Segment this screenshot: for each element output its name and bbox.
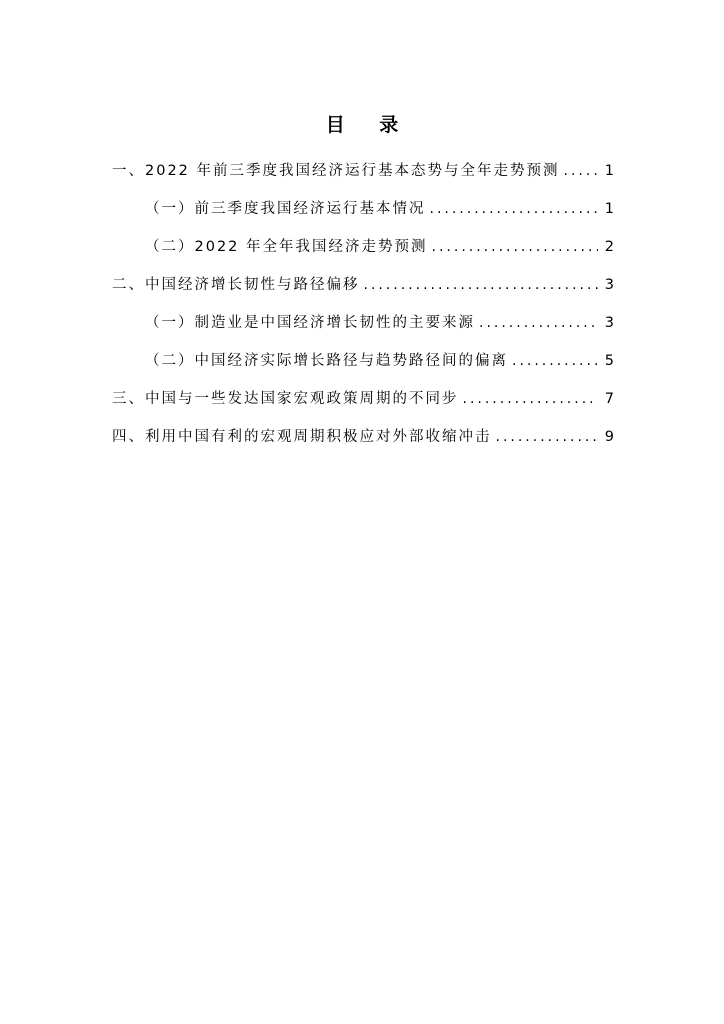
toc-entry[interactable]: [112, 184, 614, 222]
toc-entry-title: （一）前三季度我国经济运行基本情况: [145, 201, 426, 217]
toc-leader-dots: [463, 389, 599, 412]
toc-leader-dots: [364, 275, 599, 298]
toc-entry[interactable]: [112, 146, 614, 184]
toc-entry-title: （一）制造业是中国经济增长韧性的主要来源: [145, 315, 475, 331]
toc-entry-title: 二、中国经济增长韧性与路径偏移: [112, 277, 360, 293]
toc-leader-dots: [430, 199, 599, 222]
toc-entry-title: （二）中国经济实际增长路径与趋势路径间的偏离: [145, 353, 508, 369]
toc-entry-title: （二）2022 年全年我国经济走势预测: [145, 239, 428, 255]
toc-entry[interactable]: [112, 222, 614, 260]
toc-entry[interactable]: [112, 260, 614, 298]
page-title: 目 录: [325, 114, 413, 136]
toc-page-number: 3: [604, 315, 614, 331]
toc-entry[interactable]: [112, 374, 614, 412]
toc-entry-title: 三、中国与一些发达国家宏观政策周期的不同步: [112, 391, 459, 407]
toc-page-number: 9: [604, 429, 614, 445]
toc-page-number: 1: [604, 201, 614, 217]
toc-leader-dots: [479, 313, 598, 336]
toc-entry[interactable]: [112, 336, 614, 374]
table-of-contents: [112, 146, 614, 450]
toc-leader-dots: [564, 161, 598, 184]
toc-page-number: 1: [604, 163, 614, 179]
toc-page-number: 5: [604, 353, 614, 369]
toc-page-number: 3: [604, 277, 614, 293]
toc-leader-dots: [512, 351, 598, 374]
toc-entry-title: 一、2022 年前三季度我国经济运行基本态势与全年走势预测: [112, 163, 560, 179]
toc-page-number: 2: [604, 239, 614, 255]
toc-leader-dots: [432, 237, 598, 260]
toc-entry[interactable]: [112, 412, 614, 450]
toc-leader-dots: [496, 427, 599, 450]
toc-page-number: 7: [604, 391, 614, 407]
toc-entry-title: 四、利用中国有利的宏观周期积极应对外部收缩冲击: [112, 429, 492, 445]
toc-entry[interactable]: [112, 298, 614, 336]
